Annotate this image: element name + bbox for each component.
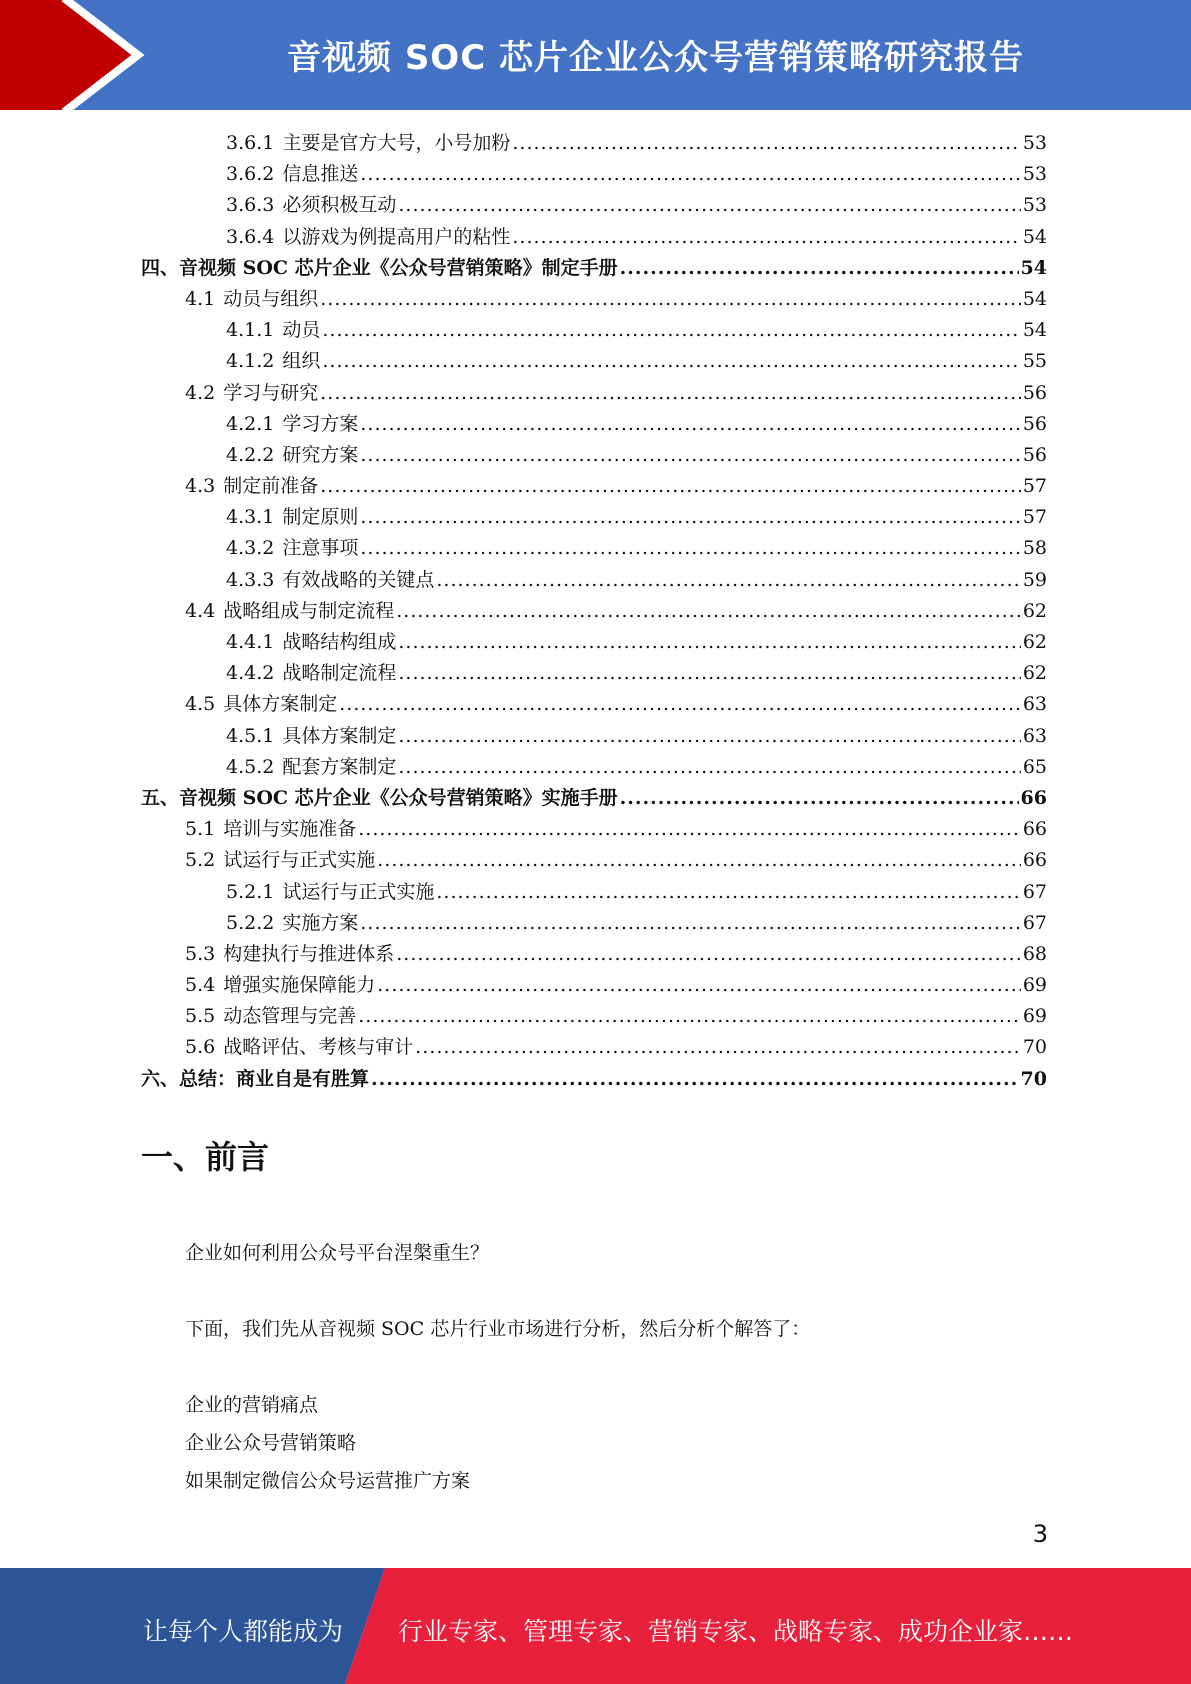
- toc-entry-title: 四、音视频 SOC 芯片企业《公众号营销策略》制定手册: [141, 256, 618, 279]
- toc-entry[interactable]: [141, 627, 1047, 658]
- toc-page-number: 67: [1022, 880, 1047, 903]
- toc-entry-title: 战略评估、考核与审计: [223, 1036, 414, 1059]
- page-footer: [0, 1568, 1191, 1684]
- toc-entry[interactable]: [141, 939, 1047, 970]
- toc-entry[interactable]: [141, 378, 1047, 409]
- toc-entry[interactable]: [141, 845, 1047, 876]
- toc-entry-number: 4.2: [185, 381, 216, 404]
- toc-entry-title: 制定原则: [282, 506, 359, 529]
- toc-entry[interactable]: [141, 222, 1047, 253]
- toc-entry[interactable]: [141, 721, 1047, 752]
- toc-entry[interactable]: [141, 658, 1047, 689]
- toc-dot-leader: [398, 627, 1020, 658]
- toc-entry-title: 动态管理与完善: [223, 1005, 357, 1028]
- toc-dot-leader: [396, 596, 1021, 627]
- toc-entry-title: 研究方案: [282, 443, 359, 466]
- toc-page-number: 59: [1022, 568, 1047, 591]
- section-title: 一、前言: [141, 1138, 270, 1176]
- toc-entry-number: 5.2.1: [226, 880, 275, 903]
- toc-dot-leader: [377, 970, 1021, 1001]
- toc-entry[interactable]: [141, 1001, 1047, 1032]
- toc-page-number: 69: [1022, 974, 1047, 997]
- toc-dot-leader: [436, 565, 1020, 596]
- page-header: [0, 0, 1191, 110]
- footer-slogan-left: 让每个人都能成为: [143, 1617, 344, 1646]
- toc-entry-title: 具体方案制定: [282, 724, 397, 747]
- toc-page-number: 56: [1022, 381, 1047, 404]
- toc-page-number: 68: [1022, 942, 1047, 965]
- toc-entry[interactable]: [141, 1064, 1047, 1095]
- toc-page-number: 54: [1022, 319, 1047, 342]
- toc-entry-number: 4.3.2: [226, 537, 275, 560]
- toc-page-number: 58: [1022, 537, 1047, 560]
- toc-entry[interactable]: [141, 689, 1047, 720]
- toc-entry[interactable]: [141, 533, 1047, 564]
- toc-dot-leader: [339, 689, 1021, 720]
- toc-entry-number: 4.5: [185, 693, 216, 716]
- toc-entry[interactable]: [141, 190, 1047, 221]
- toc-page-number: 62: [1022, 599, 1047, 622]
- table-of-contents: [141, 128, 1047, 1095]
- toc-entry-number: 4.2.2: [226, 443, 275, 466]
- toc-dot-leader: [360, 533, 1020, 564]
- toc-entry[interactable]: [141, 284, 1047, 315]
- toc-dot-leader: [398, 190, 1020, 221]
- intro-paragraph: 如果制定微信公众号运营推广方案: [185, 1470, 471, 1492]
- toc-page-number: 56: [1022, 443, 1047, 466]
- toc-entry-number: 4.4.2: [226, 662, 275, 685]
- toc-entry-title: 增强实施保障能力: [223, 974, 376, 997]
- toc-dot-leader: [322, 346, 1020, 377]
- toc-entry-number: 5.5: [185, 1005, 216, 1028]
- toc-entry-number: 4.3.1: [226, 506, 275, 529]
- toc-entry[interactable]: [141, 565, 1047, 596]
- toc-page-number: 54: [1022, 225, 1047, 248]
- toc-page-number: 70: [1022, 1036, 1047, 1059]
- toc-dot-leader: [320, 471, 1021, 502]
- toc-entry-number: 4.5.2: [226, 755, 275, 778]
- toc-dot-leader: [358, 1001, 1021, 1032]
- toc-entry-number: 3.6.3: [226, 194, 275, 217]
- toc-entry-title: 学习方案: [282, 412, 359, 435]
- toc-entry[interactable]: [141, 596, 1047, 627]
- toc-entry-number: 3.6.4: [226, 225, 275, 248]
- toc-entry-title: 战略组成与制定流程: [223, 599, 395, 622]
- toc-dot-leader: [398, 658, 1020, 689]
- toc-dot-leader: [322, 315, 1020, 346]
- toc-entry-title: 五、音视频 SOC 芯片企业《公众号营销策略》实施手册: [141, 786, 618, 809]
- toc-entry-number: 4.1.1: [226, 319, 275, 342]
- toc-entry[interactable]: [141, 783, 1047, 814]
- toc-entry[interactable]: [141, 128, 1047, 159]
- toc-entry-title: 有效战略的关键点: [282, 568, 435, 591]
- toc-dot-leader: [512, 222, 1020, 253]
- toc-page-number: 54: [1022, 287, 1047, 310]
- toc-entry-title: 动员与组织: [223, 287, 319, 310]
- toc-entry-title: 构建执行与推进体系: [223, 942, 395, 965]
- toc-page-number: 62: [1022, 662, 1047, 685]
- intro-paragraph: 企业公众号营销策略: [185, 1432, 357, 1454]
- toc-entry-number: 5.1: [185, 818, 216, 841]
- intro-paragraph: 下面，我们先从音视频 SOC 芯片行业市场进行分析，然后分析个解答了：: [185, 1318, 811, 1340]
- toc-page-number: 57: [1022, 475, 1047, 498]
- toc-page-number: 67: [1022, 911, 1047, 934]
- toc-dot-leader: [620, 783, 1019, 814]
- intro-paragraph: 企业的营销痛点: [185, 1394, 319, 1416]
- toc-dot-leader: [620, 253, 1019, 284]
- toc-dot-leader: [396, 939, 1021, 970]
- toc-page-number: 66: [1022, 818, 1047, 841]
- toc-dot-leader: [360, 908, 1020, 939]
- toc-entry-title: 战略制定流程: [282, 662, 397, 685]
- toc-entry-title: 试运行与正式实施: [282, 880, 435, 903]
- toc-entry-number: 4.2.1: [226, 412, 275, 435]
- toc-entry-title: 战略结构组成: [282, 631, 397, 653]
- toc-entry-number: 5.6: [185, 1036, 216, 1059]
- toc-page-number: 66: [1020, 786, 1047, 809]
- page-number: 3: [1032, 1520, 1048, 1548]
- toc-entry-number: 5.3: [185, 942, 216, 965]
- toc-entry[interactable]: [141, 1032, 1047, 1063]
- toc-entry-title: 必须积极互动: [282, 194, 397, 217]
- toc-entry-number: 5.4: [185, 974, 216, 997]
- toc-entry[interactable]: [141, 877, 1047, 908]
- toc-page-number: 63: [1022, 693, 1047, 716]
- toc-entry-title: 主要是官方大号，小号加粉: [282, 132, 511, 154]
- toc-entry-title: 信息推送: [282, 163, 359, 186]
- toc-entry-title: 注意事项: [282, 537, 359, 560]
- toc-dot-leader: [436, 877, 1020, 908]
- toc-entry-title: 制定前准备: [223, 475, 319, 498]
- toc-entry[interactable]: [141, 502, 1047, 533]
- toc-entry-number: 4.3: [185, 475, 216, 498]
- toc-page-number: 66: [1022, 849, 1047, 872]
- toc-dot-leader: [360, 159, 1020, 190]
- toc-dot-leader: [415, 1032, 1021, 1063]
- intro-paragraph: 企业如何利用公众号平台涅槃重生？: [185, 1242, 490, 1264]
- toc-entry[interactable]: [141, 908, 1047, 939]
- toc-entry-number: 4.4.1: [226, 631, 275, 653]
- footer-slogan-right: 行业专家、管理专家、营销专家、战略专家、成功企业家……: [398, 1617, 1074, 1646]
- toc-dot-leader: [377, 845, 1021, 876]
- toc-entry-number: 4.1.2: [226, 350, 275, 373]
- toc-dot-leader: [360, 409, 1020, 440]
- toc-entry-title: 具体方案制定: [223, 693, 338, 716]
- toc-page-number: 53: [1022, 132, 1047, 154]
- toc-dot-leader: [358, 814, 1021, 845]
- toc-dot-leader: [398, 752, 1020, 783]
- toc-entry-title: 培训与实施准备: [223, 818, 357, 841]
- toc-entry-number: 3.6.2: [226, 163, 275, 186]
- toc-entry[interactable]: [141, 440, 1047, 471]
- toc-entry-title: 试运行与正式实施: [223, 849, 376, 872]
- toc-dot-leader: [320, 378, 1021, 409]
- toc-page-number: 54: [1020, 256, 1047, 279]
- toc-dot-leader: [360, 502, 1020, 533]
- toc-entry-number: 4.5.1: [226, 724, 275, 747]
- toc-page-number: 56: [1022, 412, 1047, 435]
- toc-page-number: 53: [1022, 163, 1047, 186]
- toc-entry[interactable]: [141, 253, 1047, 284]
- toc-entry-number: 5.2: [185, 849, 216, 872]
- toc-dot-leader: [398, 721, 1020, 752]
- report-title: 音视频 SOC 芯片企业公众号营销策略研究报告: [286, 38, 1024, 78]
- toc-page-number: 53: [1022, 194, 1047, 217]
- toc-entry-title: 动员: [282, 319, 321, 342]
- toc-entry-number: 4.1: [185, 287, 216, 310]
- toc-entry-title: 配套方案制定: [282, 755, 397, 778]
- toc-page-number: 65: [1022, 755, 1047, 778]
- toc-entry-title: 学习与研究: [223, 381, 319, 404]
- toc-entry[interactable]: [141, 346, 1047, 377]
- toc-page-number: 62: [1022, 631, 1047, 653]
- toc-dot-leader: [371, 1064, 1019, 1095]
- toc-entry[interactable]: [141, 315, 1047, 346]
- toc-entry[interactable]: [141, 814, 1047, 845]
- toc-dot-leader: [512, 128, 1020, 159]
- toc-entry[interactable]: [141, 752, 1047, 783]
- toc-page-number: 69: [1022, 1005, 1047, 1028]
- toc-entry[interactable]: [141, 471, 1047, 502]
- toc-entry-title: 以游戏为例提高用户的粘性: [282, 225, 511, 248]
- toc-entry[interactable]: [141, 970, 1047, 1001]
- toc-entry-number: 3.6.1: [226, 132, 275, 154]
- toc-entry[interactable]: [141, 159, 1047, 190]
- toc-entry-title: 实施方案: [282, 911, 359, 934]
- toc-page-number: 70: [1020, 1067, 1047, 1090]
- toc-page-number: 63: [1022, 724, 1047, 747]
- toc-dot-leader: [360, 440, 1020, 471]
- toc-dot-leader: [320, 284, 1021, 315]
- toc-entry-number: 5.2.2: [226, 911, 275, 934]
- toc-entry-title: 六、总结：商业自是有胜算: [141, 1067, 370, 1090]
- toc-entry-number: 4.3.3: [226, 568, 275, 591]
- toc-page-number: 55: [1022, 350, 1047, 373]
- toc-entry-title: 组织: [282, 350, 321, 373]
- toc-page-number: 57: [1022, 506, 1047, 529]
- toc-entry[interactable]: [141, 409, 1047, 440]
- toc-entry-number: 4.4: [185, 599, 216, 622]
